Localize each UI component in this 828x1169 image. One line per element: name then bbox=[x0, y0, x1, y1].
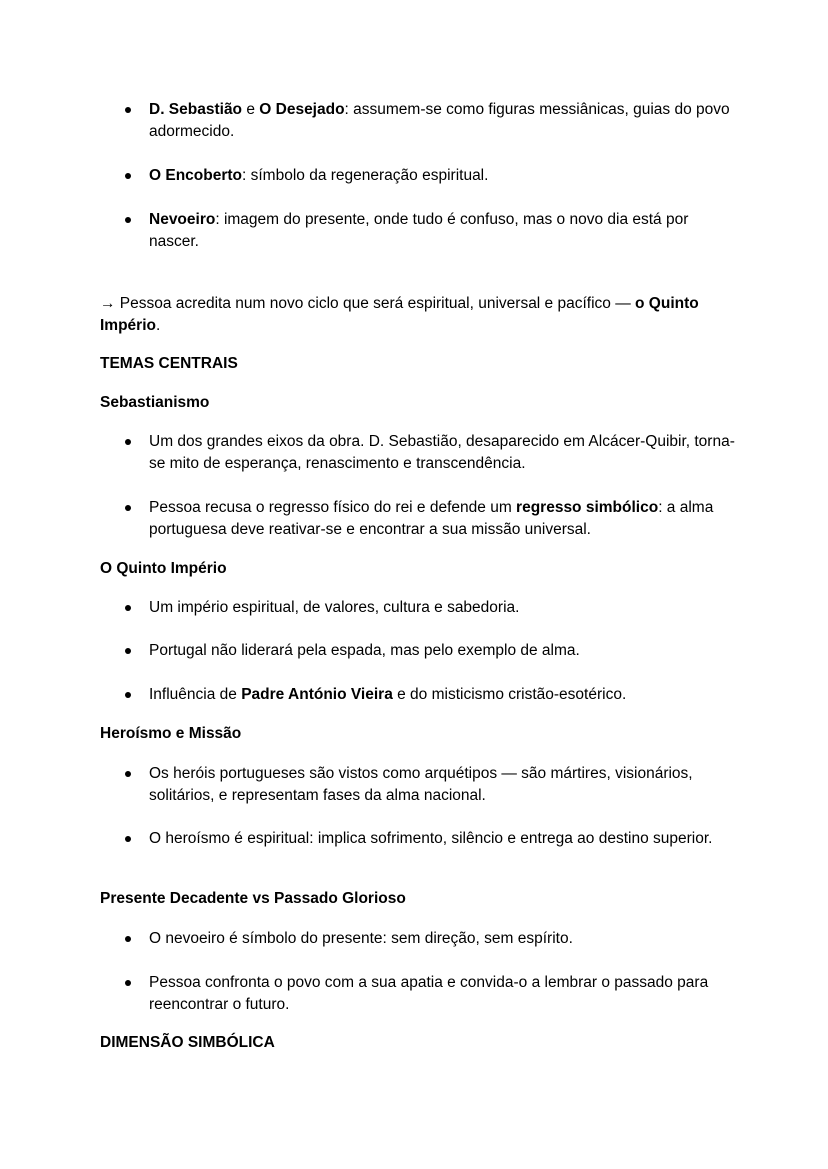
list-item: Pessoa recusa o regresso físico do rei e defende um regresso simbólico: a alma portuguesa deve reativar-se e encontrar a sua missão universal. bbox=[149, 497, 739, 541]
bullet-dot bbox=[125, 107, 131, 113]
list-item: O Encoberto: símbolo da regeneração espiritual. bbox=[149, 165, 739, 187]
bullet-dot bbox=[125, 217, 131, 223]
list-item: Nevoeiro: imagem do presente, onde tudo é confuso, mas o novo dia está por nascer. bbox=[149, 209, 739, 253]
bold-term: Nevoeiro bbox=[149, 211, 216, 228]
list-item: O heroísmo é espiritual: implica sofrimento, silêncio e entrega ao destino superior. bbox=[149, 828, 739, 850]
bullet-dot bbox=[125, 980, 131, 986]
bullet-dot bbox=[125, 505, 131, 511]
bullet-dot bbox=[125, 936, 131, 942]
bold-term: regresso simbólico bbox=[516, 499, 659, 516]
bullet-dot bbox=[125, 692, 131, 698]
list-item: O nevoeiro é símbolo do presente: sem direção, sem espírito. bbox=[149, 928, 739, 950]
list-item: Influência de Padre António Vieira e do misticismo cristão-esotérico. bbox=[149, 684, 739, 706]
list-item: Pessoa confronta o povo com a sua apatia e convida-o a lembrar o passado para reencontrar o futuro. bbox=[149, 972, 739, 1016]
bullet-dot bbox=[125, 836, 131, 842]
subsection-heading: Presente Decadente vs Passado Glorioso bbox=[100, 890, 406, 907]
list-item: Um império espiritual, de valores, cultura e sabedoria. bbox=[149, 597, 739, 619]
subsection-heading: Sebastianismo bbox=[100, 394, 210, 411]
arrow-paragraph: → Pessoa acredita num novo ciclo que será espiritual, universal e pacífico — o Quinto Império. bbox=[100, 295, 699, 334]
bold-term: o Quinto Império bbox=[100, 295, 699, 334]
bullet-dot bbox=[125, 605, 131, 611]
list-item: Um dos grandes eixos da obra. D. Sebastião, desaparecido em Alcácer-Quibir, torna-se mito de esperança, renascimento e transcendência. bbox=[149, 431, 739, 475]
list-item: D. Sebastião e O Desejado: assumem-se como figuras messiânicas, guias do povo adormecido. bbox=[149, 99, 739, 143]
list-item: Portugal não liderará pela espada, mas pelo exemplo de alma. bbox=[149, 640, 739, 662]
subsection-heading: Heroísmo e Missão bbox=[100, 725, 242, 742]
bold-term: O Desejado bbox=[259, 101, 345, 118]
bold-term: O Encoberto bbox=[149, 167, 243, 184]
bullet-dot bbox=[125, 173, 131, 179]
bullet-dot bbox=[125, 439, 131, 445]
list-item: Os heróis portugueses são vistos como arquétipos — são mártires, visionários, solitários, e representam fases da alma nacional. bbox=[149, 763, 739, 807]
section-heading: TEMAS CENTRAIS bbox=[100, 355, 238, 372]
section-heading: DIMENSÃO SIMBÓLICA bbox=[100, 1034, 275, 1051]
bold-term: D. Sebastião bbox=[149, 101, 243, 118]
bullet-dot bbox=[125, 771, 131, 777]
bullet-dot bbox=[125, 648, 131, 654]
bold-term: Padre António Vieira bbox=[241, 686, 393, 703]
subsection-heading: O Quinto Império bbox=[100, 560, 227, 577]
